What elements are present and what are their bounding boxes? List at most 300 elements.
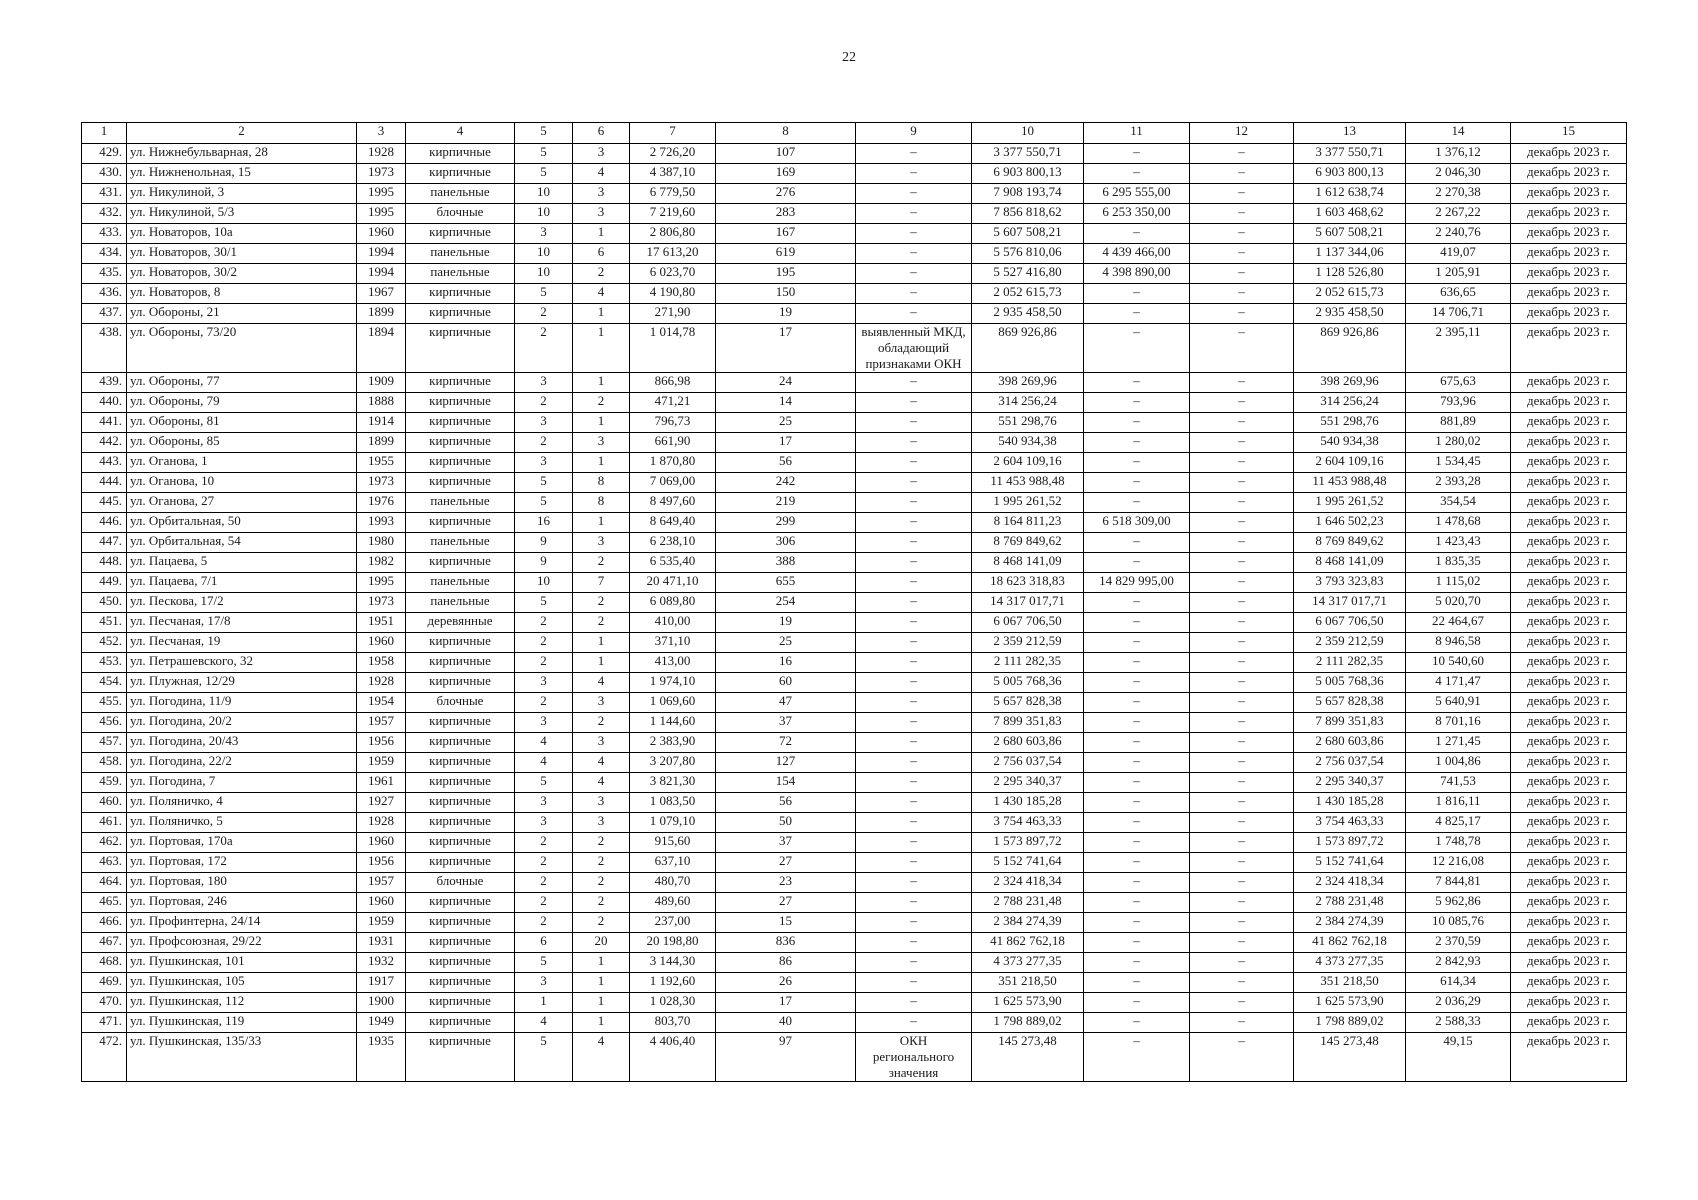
table-row xyxy=(82,573,1627,593)
cost-per-sqm-cell: 2 240,76 xyxy=(1406,224,1511,244)
budget-cost-cell: – xyxy=(1190,244,1294,264)
owner-cost-cell: 2 359 212,59 xyxy=(1294,633,1406,653)
area-cell: 1 069,60 xyxy=(630,693,716,713)
heritage-status-cell: – xyxy=(856,373,972,393)
heritage-status-cell: – xyxy=(856,693,972,713)
row-number-cell: 463. xyxy=(82,853,127,873)
budget-cost-cell: – xyxy=(1190,653,1294,673)
row-number-cell: 451. xyxy=(82,613,127,633)
completion-date-cell: декабрь 2023 г. xyxy=(1511,933,1627,953)
budget-cost-cell: – xyxy=(1190,793,1294,813)
floors-cell: 5 xyxy=(515,773,573,793)
build-year-cell: 1960 xyxy=(357,893,406,913)
row-number-cell: 430. xyxy=(82,164,127,184)
fund-cost-cell: 6 518 309,00 xyxy=(1084,513,1190,533)
wall-material-cell: кирпичные xyxy=(406,164,515,184)
wall-material-cell: панельные xyxy=(406,573,515,593)
table-row xyxy=(82,553,1627,573)
table-row xyxy=(82,453,1627,473)
completion-date-cell: декабрь 2023 г. xyxy=(1511,593,1627,613)
heritage-status-cell: – xyxy=(856,773,972,793)
owner-cost-cell: 3 754 463,33 xyxy=(1294,813,1406,833)
residents-cell: 14 xyxy=(716,393,856,413)
owner-cost-cell: 2 788 231,48 xyxy=(1294,893,1406,913)
budget-cost-cell: – xyxy=(1190,393,1294,413)
area-cell: 4 406,40 xyxy=(630,1033,716,1082)
cost-per-sqm-cell: 419,07 xyxy=(1406,244,1511,264)
total-cost-cell: 2 788 231,48 xyxy=(972,893,1084,913)
address-cell: ул. Петрашевского, 32 xyxy=(127,653,357,673)
completion-date-cell: декабрь 2023 г. xyxy=(1511,533,1627,553)
row-number-cell: 442. xyxy=(82,433,127,453)
entrances-cell: 2 xyxy=(573,393,630,413)
budget-cost-cell: – xyxy=(1190,184,1294,204)
completion-date-cell: декабрь 2023 г. xyxy=(1511,653,1627,673)
fund-cost-cell: – xyxy=(1084,533,1190,553)
owner-cost-cell: 2 604 109,16 xyxy=(1294,453,1406,473)
floors-cell: 3 xyxy=(515,793,573,813)
build-year-cell: 1928 xyxy=(357,813,406,833)
column-header-15: 15 xyxy=(1511,123,1627,144)
table-row xyxy=(82,164,1627,184)
floors-cell: 2 xyxy=(515,873,573,893)
floors-cell: 3 xyxy=(515,673,573,693)
wall-material-cell: кирпичные xyxy=(406,1013,515,1033)
total-cost-cell: 2 111 282,35 xyxy=(972,653,1084,673)
completion-date-cell: декабрь 2023 г. xyxy=(1511,733,1627,753)
row-number-cell: 458. xyxy=(82,753,127,773)
address-cell: ул. Оганова, 1 xyxy=(127,453,357,473)
wall-material-cell: кирпичные xyxy=(406,553,515,573)
table-row xyxy=(82,1013,1627,1033)
column-header-8: 8 xyxy=(716,123,856,144)
wall-material-cell: панельные xyxy=(406,493,515,513)
budget-cost-cell: – xyxy=(1190,813,1294,833)
cost-per-sqm-cell: 5 640,91 xyxy=(1406,693,1511,713)
area-cell: 3 144,30 xyxy=(630,953,716,973)
cost-per-sqm-cell: 2 842,93 xyxy=(1406,953,1511,973)
total-cost-cell: 6 903 800,13 xyxy=(972,164,1084,184)
heritage-status-cell: – xyxy=(856,813,972,833)
row-number-cell: 467. xyxy=(82,933,127,953)
address-cell: ул. Поляничко, 4 xyxy=(127,793,357,813)
row-number-cell: 448. xyxy=(82,553,127,573)
budget-cost-cell: – xyxy=(1190,753,1294,773)
total-cost-cell: 2 295 340,37 xyxy=(972,773,1084,793)
residents-cell: 27 xyxy=(716,893,856,913)
owner-cost-cell: 1 995 261,52 xyxy=(1294,493,1406,513)
heritage-status-cell: выявленный МКД, обладающий признаками ОКН xyxy=(856,324,972,373)
row-number-cell: 429. xyxy=(82,144,127,164)
area-cell: 410,00 xyxy=(630,613,716,633)
residents-cell: 25 xyxy=(716,413,856,433)
total-cost-cell: 2 384 274,39 xyxy=(972,913,1084,933)
build-year-cell: 1932 xyxy=(357,953,406,973)
address-cell: ул. Погодина, 20/43 xyxy=(127,733,357,753)
floors-cell: 2 xyxy=(515,633,573,653)
budget-cost-cell: – xyxy=(1190,304,1294,324)
fund-cost-cell: 6 253 350,00 xyxy=(1084,204,1190,224)
area-cell: 3 207,80 xyxy=(630,753,716,773)
address-cell: ул. Песчаная, 17/8 xyxy=(127,613,357,633)
wall-material-cell: кирпичные xyxy=(406,144,515,164)
area-cell: 20 471,10 xyxy=(630,573,716,593)
owner-cost-cell: 1 128 526,80 xyxy=(1294,264,1406,284)
cost-per-sqm-cell: 4 171,47 xyxy=(1406,673,1511,693)
address-cell: ул. Портовая, 180 xyxy=(127,873,357,893)
area-cell: 489,60 xyxy=(630,893,716,913)
entrances-cell: 2 xyxy=(573,613,630,633)
build-year-cell: 1958 xyxy=(357,653,406,673)
budget-cost-cell: – xyxy=(1190,693,1294,713)
completion-date-cell: декабрь 2023 г. xyxy=(1511,513,1627,533)
residents-cell: 15 xyxy=(716,913,856,933)
cost-per-sqm-cell: 2 267,22 xyxy=(1406,204,1511,224)
budget-cost-cell: – xyxy=(1190,633,1294,653)
heritage-status-cell: – xyxy=(856,224,972,244)
floors-cell: 5 xyxy=(515,144,573,164)
cost-per-sqm-cell: 49,15 xyxy=(1406,1033,1511,1082)
build-year-cell: 1973 xyxy=(357,473,406,493)
floors-cell: 5 xyxy=(515,953,573,973)
entrances-cell: 4 xyxy=(573,673,630,693)
completion-date-cell: декабрь 2023 г. xyxy=(1511,1033,1627,1082)
entrances-cell: 3 xyxy=(573,433,630,453)
entrances-cell: 2 xyxy=(573,713,630,733)
column-header-6: 6 xyxy=(573,123,630,144)
area-cell: 803,70 xyxy=(630,1013,716,1033)
build-year-cell: 1928 xyxy=(357,144,406,164)
address-cell: ул. Пушкинская, 105 xyxy=(127,973,357,993)
fund-cost-cell: – xyxy=(1084,693,1190,713)
fund-cost-cell: – xyxy=(1084,793,1190,813)
table-row xyxy=(82,653,1627,673)
heritage-status-cell: – xyxy=(856,953,972,973)
area-cell: 6 535,40 xyxy=(630,553,716,573)
heritage-status-cell: – xyxy=(856,144,972,164)
heritage-status-cell: – xyxy=(856,853,972,873)
area-cell: 1 028,30 xyxy=(630,993,716,1013)
entrances-cell: 2 xyxy=(573,833,630,853)
heritage-status-cell: – xyxy=(856,433,972,453)
heritage-status-cell: – xyxy=(856,284,972,304)
floors-cell: 3 xyxy=(515,413,573,433)
total-cost-cell: 2 935 458,50 xyxy=(972,304,1084,324)
entrances-cell: 4 xyxy=(573,753,630,773)
wall-material-cell: кирпичные xyxy=(406,433,515,453)
area-cell: 471,21 xyxy=(630,393,716,413)
floors-cell: 2 xyxy=(515,613,573,633)
floors-cell: 2 xyxy=(515,833,573,853)
build-year-cell: 1959 xyxy=(357,753,406,773)
fund-cost-cell: – xyxy=(1084,393,1190,413)
total-cost-cell: 869 926,86 xyxy=(972,324,1084,373)
cost-per-sqm-cell: 7 844,81 xyxy=(1406,873,1511,893)
table-row xyxy=(82,284,1627,304)
floors-cell: 5 xyxy=(515,473,573,493)
area-cell: 20 198,80 xyxy=(630,933,716,953)
area-cell: 7 219,60 xyxy=(630,204,716,224)
floors-cell: 2 xyxy=(515,304,573,324)
wall-material-cell: панельные xyxy=(406,264,515,284)
budget-cost-cell: – xyxy=(1190,164,1294,184)
wall-material-cell: кирпичные xyxy=(406,793,515,813)
row-number-cell: 449. xyxy=(82,573,127,593)
owner-cost-cell: 2 756 037,54 xyxy=(1294,753,1406,773)
cost-per-sqm-cell: 614,34 xyxy=(1406,973,1511,993)
completion-date-cell: декабрь 2023 г. xyxy=(1511,393,1627,413)
fund-cost-cell: – xyxy=(1084,144,1190,164)
cost-per-sqm-cell: 2 393,28 xyxy=(1406,473,1511,493)
owner-cost-cell: 2 935 458,50 xyxy=(1294,304,1406,324)
floors-cell: 3 xyxy=(515,224,573,244)
entrances-cell: 7 xyxy=(573,573,630,593)
wall-material-cell: кирпичные xyxy=(406,913,515,933)
residents-cell: 86 xyxy=(716,953,856,973)
table-row xyxy=(82,144,1627,164)
build-year-cell: 1973 xyxy=(357,164,406,184)
heritage-status-cell: – xyxy=(856,304,972,324)
area-cell: 371,10 xyxy=(630,633,716,653)
area-cell: 1 144,60 xyxy=(630,713,716,733)
wall-material-cell: кирпичные xyxy=(406,284,515,304)
total-cost-cell: 14 317 017,71 xyxy=(972,593,1084,613)
cost-per-sqm-cell: 14 706,71 xyxy=(1406,304,1511,324)
table-row xyxy=(82,244,1627,264)
floors-cell: 3 xyxy=(515,973,573,993)
residents-cell: 219 xyxy=(716,493,856,513)
entrances-cell: 1 xyxy=(573,513,630,533)
total-cost-cell: 7 908 193,74 xyxy=(972,184,1084,204)
completion-date-cell: декабрь 2023 г. xyxy=(1511,873,1627,893)
floors-cell: 9 xyxy=(515,533,573,553)
owner-cost-cell: 2 111 282,35 xyxy=(1294,653,1406,673)
build-year-cell: 1956 xyxy=(357,853,406,873)
table-row xyxy=(82,513,1627,533)
wall-material-cell: кирпичные xyxy=(406,933,515,953)
address-cell: ул. Профинтерна, 24/14 xyxy=(127,913,357,933)
residents-cell: 24 xyxy=(716,373,856,393)
cost-per-sqm-cell: 2 046,30 xyxy=(1406,164,1511,184)
residents-cell: 254 xyxy=(716,593,856,613)
entrances-cell: 1 xyxy=(573,413,630,433)
row-number-cell: 465. xyxy=(82,893,127,913)
table-body xyxy=(82,123,1627,1082)
build-year-cell: 1982 xyxy=(357,553,406,573)
address-cell: ул. Обороны, 21 xyxy=(127,304,357,324)
row-number-cell: 469. xyxy=(82,973,127,993)
budget-cost-cell: – xyxy=(1190,993,1294,1013)
area-cell: 2 726,20 xyxy=(630,144,716,164)
total-cost-cell: 5 657 828,38 xyxy=(972,693,1084,713)
area-cell: 271,90 xyxy=(630,304,716,324)
heritage-status-cell: – xyxy=(856,244,972,264)
completion-date-cell: декабрь 2023 г. xyxy=(1511,224,1627,244)
cost-per-sqm-cell: 636,65 xyxy=(1406,284,1511,304)
heritage-status-cell: – xyxy=(856,493,972,513)
entrances-cell: 4 xyxy=(573,164,630,184)
floors-cell: 2 xyxy=(515,913,573,933)
completion-date-cell: декабрь 2023 г. xyxy=(1511,793,1627,813)
budget-cost-cell: – xyxy=(1190,733,1294,753)
wall-material-cell: панельные xyxy=(406,244,515,264)
address-cell: ул. Новаторов, 30/2 xyxy=(127,264,357,284)
owner-cost-cell: 41 862 762,18 xyxy=(1294,933,1406,953)
address-cell: ул. Пушкинская, 101 xyxy=(127,953,357,973)
table-row xyxy=(82,493,1627,513)
completion-date-cell: декабрь 2023 г. xyxy=(1511,1013,1627,1033)
wall-material-cell: панельные xyxy=(406,184,515,204)
heritage-status-cell: – xyxy=(856,164,972,184)
entrances-cell: 3 xyxy=(573,693,630,713)
owner-cost-cell: 1 137 344,06 xyxy=(1294,244,1406,264)
table-row xyxy=(82,953,1627,973)
floors-cell: 3 xyxy=(515,813,573,833)
entrances-cell: 6 xyxy=(573,244,630,264)
row-number-cell: 437. xyxy=(82,304,127,324)
table-row xyxy=(82,184,1627,204)
total-cost-cell: 5 005 768,36 xyxy=(972,673,1084,693)
entrances-cell: 2 xyxy=(573,873,630,893)
heritage-status-cell: – xyxy=(856,653,972,673)
wall-material-cell: блочные xyxy=(406,693,515,713)
entrances-cell: 8 xyxy=(573,473,630,493)
budget-cost-cell: – xyxy=(1190,873,1294,893)
table-row xyxy=(82,693,1627,713)
build-year-cell: 1995 xyxy=(357,184,406,204)
heritage-status-cell: – xyxy=(856,613,972,633)
fund-cost-cell: – xyxy=(1084,373,1190,393)
residents-cell: 19 xyxy=(716,304,856,324)
row-number-cell: 447. xyxy=(82,533,127,553)
fund-cost-cell: – xyxy=(1084,553,1190,573)
budget-cost-cell: – xyxy=(1190,833,1294,853)
total-cost-cell: 540 934,38 xyxy=(972,433,1084,453)
area-cell: 4 190,80 xyxy=(630,284,716,304)
column-header-7: 7 xyxy=(630,123,716,144)
table-row xyxy=(82,673,1627,693)
cost-per-sqm-cell: 2 036,29 xyxy=(1406,993,1511,1013)
area-cell: 796,73 xyxy=(630,413,716,433)
completion-date-cell: декабрь 2023 г. xyxy=(1511,264,1627,284)
floors-cell: 16 xyxy=(515,513,573,533)
entrances-cell: 1 xyxy=(573,373,630,393)
row-number-cell: 432. xyxy=(82,204,127,224)
cost-per-sqm-cell: 1 423,43 xyxy=(1406,533,1511,553)
entrances-cell: 1 xyxy=(573,633,630,653)
wall-material-cell: кирпичные xyxy=(406,513,515,533)
total-cost-cell: 1 430 185,28 xyxy=(972,793,1084,813)
completion-date-cell: декабрь 2023 г. xyxy=(1511,773,1627,793)
budget-cost-cell: – xyxy=(1190,324,1294,373)
row-number-cell: 472. xyxy=(82,1033,127,1082)
total-cost-cell: 3 377 550,71 xyxy=(972,144,1084,164)
total-cost-cell: 1 995 261,52 xyxy=(972,493,1084,513)
heritage-status-cell: – xyxy=(856,413,972,433)
row-number-cell: 466. xyxy=(82,913,127,933)
wall-material-cell: кирпичные xyxy=(406,753,515,773)
completion-date-cell: декабрь 2023 г. xyxy=(1511,853,1627,873)
build-year-cell: 1899 xyxy=(357,304,406,324)
area-cell: 8 497,60 xyxy=(630,493,716,513)
completion-date-cell: декабрь 2023 г. xyxy=(1511,433,1627,453)
row-number-cell: 450. xyxy=(82,593,127,613)
floors-cell: 5 xyxy=(515,284,573,304)
cost-per-sqm-cell: 8 701,16 xyxy=(1406,713,1511,733)
column-header-1: 1 xyxy=(82,123,127,144)
owner-cost-cell: 14 317 017,71 xyxy=(1294,593,1406,613)
floors-cell: 2 xyxy=(515,893,573,913)
wall-material-cell: кирпичные xyxy=(406,953,515,973)
row-number-cell: 462. xyxy=(82,833,127,853)
cost-per-sqm-cell: 22 464,67 xyxy=(1406,613,1511,633)
address-cell: ул. Погодина, 11/9 xyxy=(127,693,357,713)
wall-material-cell: деревянные xyxy=(406,613,515,633)
build-year-cell: 1909 xyxy=(357,373,406,393)
residents-cell: 47 xyxy=(716,693,856,713)
owner-cost-cell: 1 625 573,90 xyxy=(1294,993,1406,1013)
floors-cell: 2 xyxy=(515,853,573,873)
address-cell: ул. Портовая, 172 xyxy=(127,853,357,873)
area-cell: 1 083,50 xyxy=(630,793,716,813)
entrances-cell: 8 xyxy=(573,493,630,513)
address-cell: ул. Обороны, 77 xyxy=(127,373,357,393)
owner-cost-cell: 351 218,50 xyxy=(1294,973,1406,993)
floors-cell: 10 xyxy=(515,244,573,264)
residents-cell: 25 xyxy=(716,633,856,653)
fund-cost-cell: – xyxy=(1084,413,1190,433)
fund-cost-cell: – xyxy=(1084,613,1190,633)
owner-cost-cell: 7 899 351,83 xyxy=(1294,713,1406,733)
fund-cost-cell: – xyxy=(1084,1033,1190,1082)
budget-cost-cell: – xyxy=(1190,473,1294,493)
area-cell: 3 821,30 xyxy=(630,773,716,793)
cost-per-sqm-cell: 2 370,59 xyxy=(1406,933,1511,953)
address-cell: ул. Нижненольная, 15 xyxy=(127,164,357,184)
area-cell: 637,10 xyxy=(630,853,716,873)
residents-cell: 195 xyxy=(716,264,856,284)
address-cell: ул. Пушкинская, 119 xyxy=(127,1013,357,1033)
total-cost-cell: 8 468 141,09 xyxy=(972,553,1084,573)
owner-cost-cell: 1 430 185,28 xyxy=(1294,793,1406,813)
build-year-cell: 1935 xyxy=(357,1033,406,1082)
wall-material-cell: кирпичные xyxy=(406,853,515,873)
residents-cell: 283 xyxy=(716,204,856,224)
wall-material-cell: кирпичные xyxy=(406,713,515,733)
cost-per-sqm-cell: 1 115,02 xyxy=(1406,573,1511,593)
budget-cost-cell: – xyxy=(1190,553,1294,573)
budget-cost-cell: – xyxy=(1190,573,1294,593)
total-cost-cell: 2 359 212,59 xyxy=(972,633,1084,653)
owner-cost-cell: 2 052 615,73 xyxy=(1294,284,1406,304)
area-cell: 1 870,80 xyxy=(630,453,716,473)
fund-cost-cell: – xyxy=(1084,993,1190,1013)
build-year-cell: 1900 xyxy=(357,993,406,1013)
completion-date-cell: декабрь 2023 г. xyxy=(1511,913,1627,933)
heritage-status-cell: – xyxy=(856,973,972,993)
fund-cost-cell: – xyxy=(1084,453,1190,473)
floors-cell: 10 xyxy=(515,204,573,224)
floors-cell: 4 xyxy=(515,1013,573,1033)
residents-cell: 127 xyxy=(716,753,856,773)
completion-date-cell: декабрь 2023 г. xyxy=(1511,164,1627,184)
owner-cost-cell: 2 680 603,86 xyxy=(1294,733,1406,753)
total-cost-cell: 18 623 318,83 xyxy=(972,573,1084,593)
wall-material-cell: кирпичные xyxy=(406,893,515,913)
completion-date-cell: декабрь 2023 г. xyxy=(1511,993,1627,1013)
wall-material-cell: кирпичные xyxy=(406,473,515,493)
total-cost-cell: 314 256,24 xyxy=(972,393,1084,413)
